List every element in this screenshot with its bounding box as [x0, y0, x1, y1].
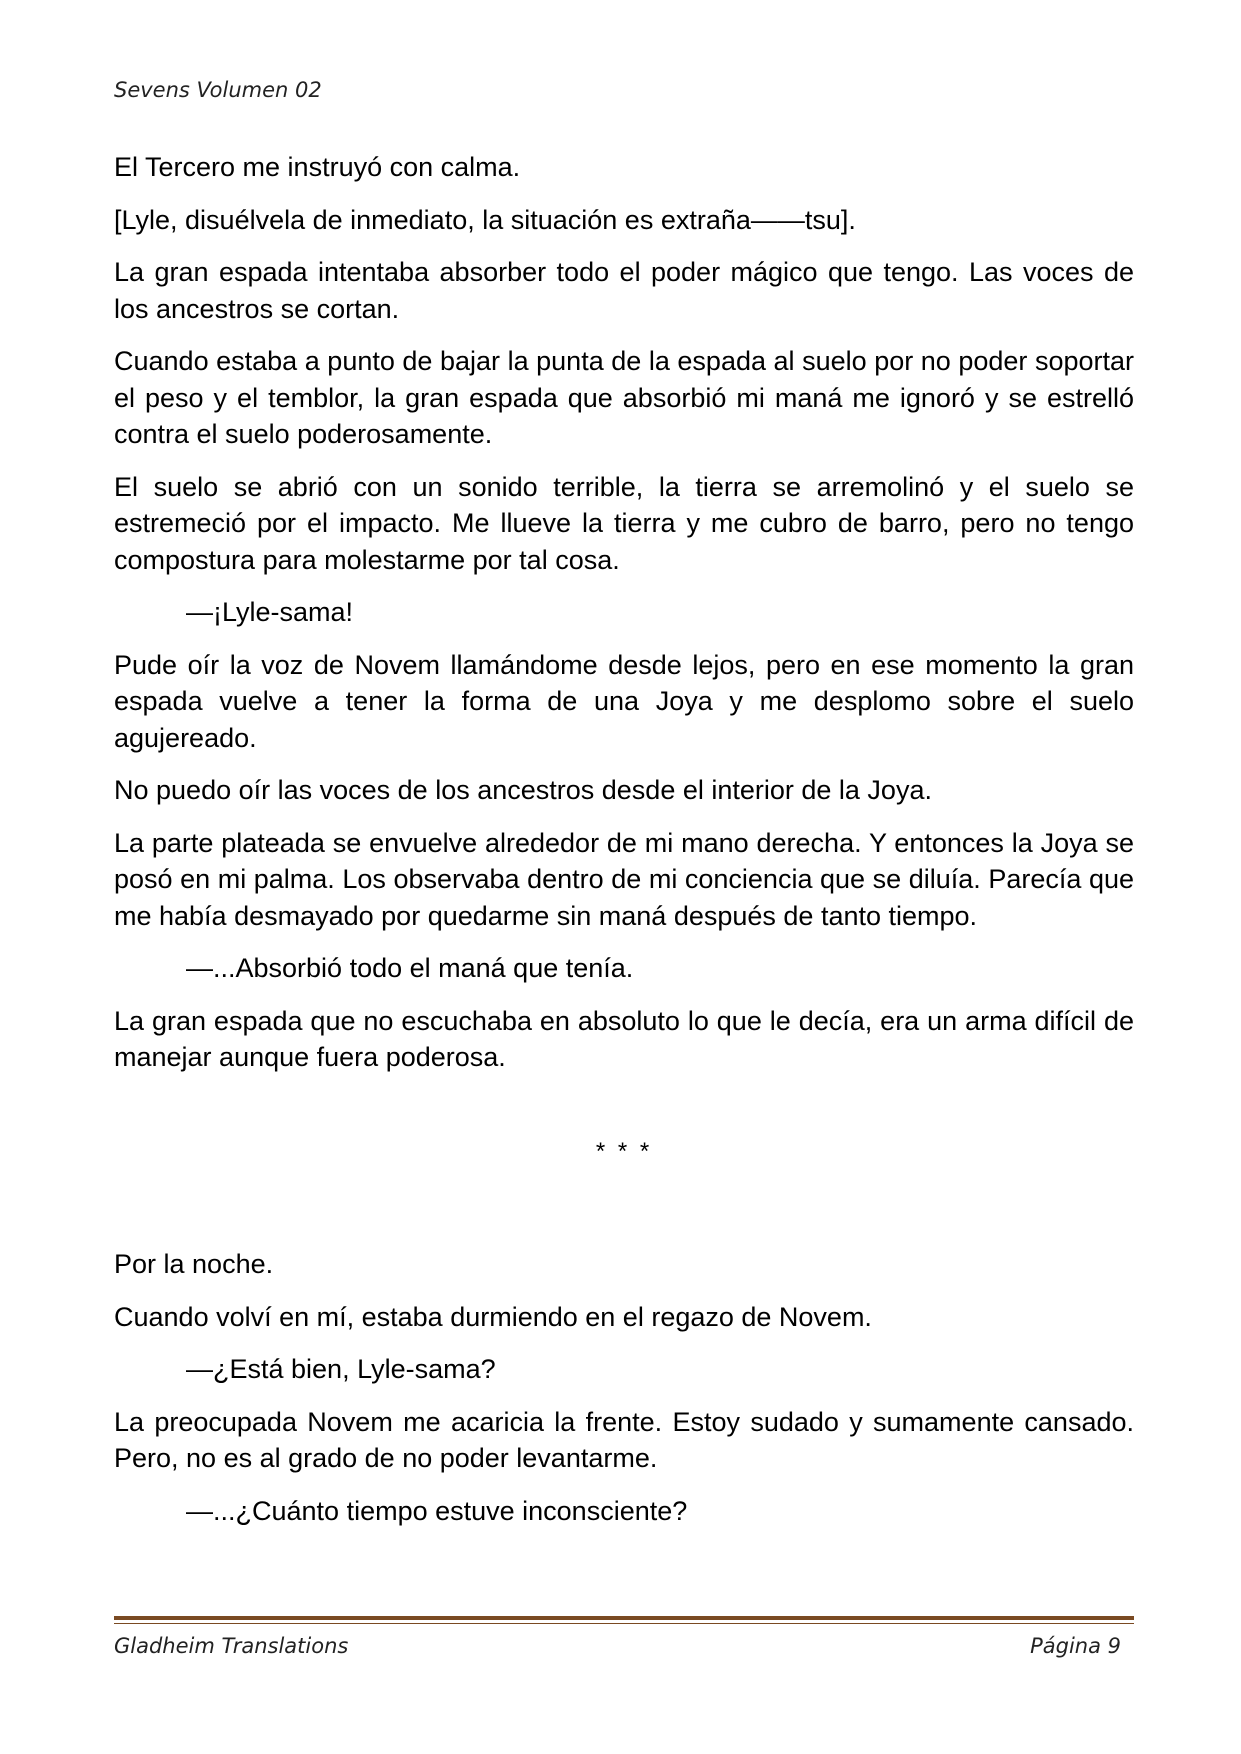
paragraph: Pude oír la voz de Novem llamándome desde lejos, pero en ese momento la gran espada vuelve a tener la forma de una Joya y me desplomo sobre el suelo agujereado. [114, 649, 1134, 753]
paragraph: El Tercero me instruyó con calma. [114, 152, 521, 182]
paragraph: La preocupada Novem me acaricia la frente. Estoy sudado y sumamente cansado. Pero, no es al grado de no poder levantarme. [114, 1406, 1134, 1473]
paragraph: La gran espada que no escuchaba en absoluto lo que le decía, era un arma difícil de manejar aunque fuera poderosa. [114, 1005, 1134, 1072]
dialogue-line: —¡Lyle-sama! [186, 597, 354, 627]
paragraph: Por la noche. [114, 1249, 274, 1279]
paragraph: La gran espada intentaba absorber todo el poder mágico que tengo. Las voces de los ancestros se cortan. [114, 257, 1134, 324]
scene-separator: * * * [595, 1137, 653, 1165]
page-body [114, 149, 1134, 1545]
footer-credit: Gladheim Translations [114, 1634, 349, 1658]
footer-divider-thin [114, 1623, 1134, 1624]
paragraph: [Lyle, disuélvela de inmediato, la situación es extraña——tsu]. [114, 204, 856, 235]
page-number: Página 9 [1030, 1634, 1121, 1658]
dialogue-line: —...Absorbió todo el maná que tenía. [186, 953, 634, 983]
running-header: Sevens Volumen 02 [114, 78, 322, 102]
paragraph: El suelo se abrió con un sonido terrible, la tierra se arremolinó y el suelo se estremeció por el impacto. Me llueve la tierra y me cubro de barro, pero no tengo compostura para molestarme por tal cosa. [114, 471, 1134, 575]
dialogue-line: —...¿Cuánto tiempo estuve inconsciente? [186, 1495, 688, 1526]
paragraph: Cuando estaba a punto de bajar la punta de la espada al suelo por no poder soportar el peso y el temblor, la gran espada que absorbió mi maná me ignoró y se estrelló contra el suelo poderosamente. [114, 346, 1134, 449]
dialogue-line: —¿Está bien, Lyle-sama? [186, 1354, 496, 1384]
paragraph: Cuando volví en mí, estaba durmiendo en el regazo de Novem. [114, 1301, 872, 1332]
paragraph: No puedo oír las voces de los ancestros desde el interior de la Joya. [114, 775, 932, 805]
footer-divider [114, 1616, 1134, 1620]
paragraph: La parte plateada se envuelve alrededor de mi mano derecha. Y entonces la Joya se posó en mi palma. Los observaba dentro de mi conciencia que se diluía. Parecía que me había desmayado por quedarme sin maná después de tanto tiempo. [114, 827, 1134, 931]
